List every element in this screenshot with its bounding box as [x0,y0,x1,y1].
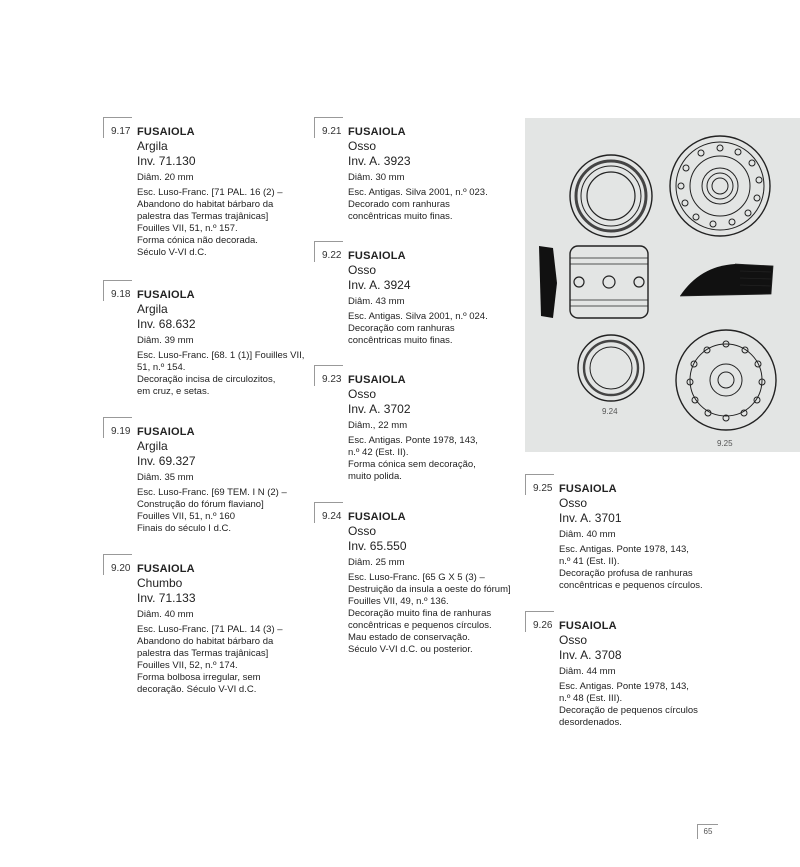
entry-number: 9.24 [322,511,342,522]
entry-title: FUSAIOLA [137,563,195,575]
entry-number: 9.22 [322,250,342,261]
entry-description: Esc. Luso-Franc. [68. 1 (1)] Fouilles VII, 51, n.º 154. Decoração incisa de circulozitos, em cruz, e setas. [137,350,305,397]
spindle-whorl-drawings [525,118,800,452]
catalog-entry-9-24 [322,510,518,656]
entry-material: Osso [348,387,377,401]
catalog-entry-9-18 [111,288,327,398]
catalog-entry-9-25 [533,482,749,592]
entry-diameter: Diâm. 30 mm [348,172,405,183]
entry-number: 9.19 [111,426,131,437]
entry-diameter: Diâm. 43 mm [348,296,405,307]
entry-inventory: Inv. A. 3923 [348,154,411,168]
catalog-entry-9-21 [322,125,538,223]
entry-inventory: Inv. 71.130 [137,154,196,168]
entry-material: Argila [137,302,168,316]
catalog-entry-9-23 [322,373,538,483]
entry-material: Osso [348,139,377,153]
entry-inventory: Inv. 65.550 [348,539,407,553]
entry-description: Esc. Luso-Franc. [71 PAL. 16 (2) – Abandono do habitat bárbaro da palestra das Termas trajânicas] Fouilles VII, 51, n.º 157. Forma cónica não decorada. Século V-VI d.C. [137,187,283,258]
entry-diameter: Diâm. 20 mm [137,172,194,183]
entry-material: Osso [348,524,377,538]
entry-title: FUSAIOLA [559,620,617,632]
entry-number: 9.20 [111,563,131,574]
entry-description: Esc. Luso-Franc. [69 TEM. I N (2) – Construção do fórum flaviano] Fouilles VII, 51, n.º 160 Finais do século I d.C. [137,487,287,534]
entry-material: Chumbo [137,576,183,590]
figure-caption-9-24: 9.24 [602,407,618,416]
entry-inventory: Inv. A. 3702 [348,402,411,416]
entry-description: Esc. Antigas. Ponte 1978, 143, n.º 42 (Est. II). Forma cónica sem decoração, muito polida. [348,435,478,482]
entry-diameter: Diâm. 40 mm [137,609,194,620]
entry-inventory: Inv. 71.133 [137,591,196,605]
entry-title: FUSAIOLA [348,250,406,262]
entry-number: 9.23 [322,374,342,385]
entry-material: Osso [559,496,588,510]
entry-diameter: Diâm. 39 mm [137,335,194,346]
entry-title: FUSAIOLA [137,289,195,301]
entry-description: Esc. Antigas. Ponte 1978, 143, n.º 41 (Est. II). Decoração profusa de ranhuras concêntricas e pequenos círculos. [559,544,703,591]
entry-material: Argila [137,139,168,153]
entry-diameter: Diâm. 25 mm [348,557,405,568]
catalog-entry-9-26 [533,619,749,729]
entry-number: 9.17 [111,126,131,137]
entry-title: FUSAIOLA [348,374,406,386]
entry-description: Esc. Antigas. Silva 2001, n.º 024. Decoração com ranhuras concêntricas muito finas. [348,311,488,346]
catalog-entry-9-19 [111,425,327,535]
entry-description: Esc. Luso-Franc. [65 G X 5 (3) – Destruição da insula a oeste do fórum] Fouilles VII, 49, n.º 136. Decoração muito fina de ranhuras concêntricas e pequenos círculos. Mau estado de conservação. Século V-VI d.C. ou posterior. [348,572,511,655]
entry-title: FUSAIOLA [348,126,406,138]
entry-inventory: Inv. 68.632 [137,317,196,331]
entry-diameter: Diâm. 44 mm [559,666,616,677]
page-number: 65 [697,824,718,839]
entry-number: 9.21 [322,126,342,137]
entry-material: Argila [137,439,168,453]
whorl-9-26-view [578,335,644,401]
entry-material: Osso [559,633,588,647]
entry-diameter: Diâm. 40 mm [559,529,616,540]
entry-title: FUSAIOLA [348,511,406,523]
entry-diameter: Diâm., 22 mm [348,420,408,431]
entry-number: 9.18 [111,289,131,300]
entry-number: 9.26 [533,620,553,631]
entry-number: 9.25 [533,483,553,494]
whorl-profile-left [539,246,557,318]
whorl-9-24-side-view [570,246,648,318]
entry-title: FUSAIOLA [137,426,195,438]
entry-title: FUSAIOLA [559,483,617,495]
whorl-profile-right [680,264,773,296]
entry-description: Esc. Antigas. Ponte 1978, 143, n.º 48 (Est. III). Decoração de pequenos círculos desordenados. [559,681,698,728]
figure-caption-9-25: 9.25 [717,439,733,448]
entry-diameter: Diâm. 35 mm [137,472,194,483]
entry-inventory: Inv. 69.327 [137,454,196,468]
entry-inventory: Inv. A. 3924 [348,278,411,292]
entry-material: Osso [348,263,377,277]
catalog-entry-9-22 [322,249,538,347]
entry-description: Esc. Luso-Franc. [71 PAL. 14 (3) – Abandono do habitat bárbaro da palestra das Termas trajânicas] Fouilles VII, 52, n.º 174. Forma bolbosa irregular, sem decoração. Século V-VI d.C. [137,624,283,695]
entry-description: Esc. Antigas. Silva 2001, n.º 023. Decorado com ranhuras concêntricas muito finas. [348,187,488,222]
entry-inventory: Inv. A. 3701 [559,511,622,525]
figure-panel [525,118,800,452]
entry-inventory: Inv. A. 3708 [559,648,622,662]
catalog-entry-9-20 [111,562,327,696]
whorl-9-24-top-view [570,155,652,237]
entry-title: FUSAIOLA [137,126,195,138]
catalog-entry-9-17 [111,125,327,259]
